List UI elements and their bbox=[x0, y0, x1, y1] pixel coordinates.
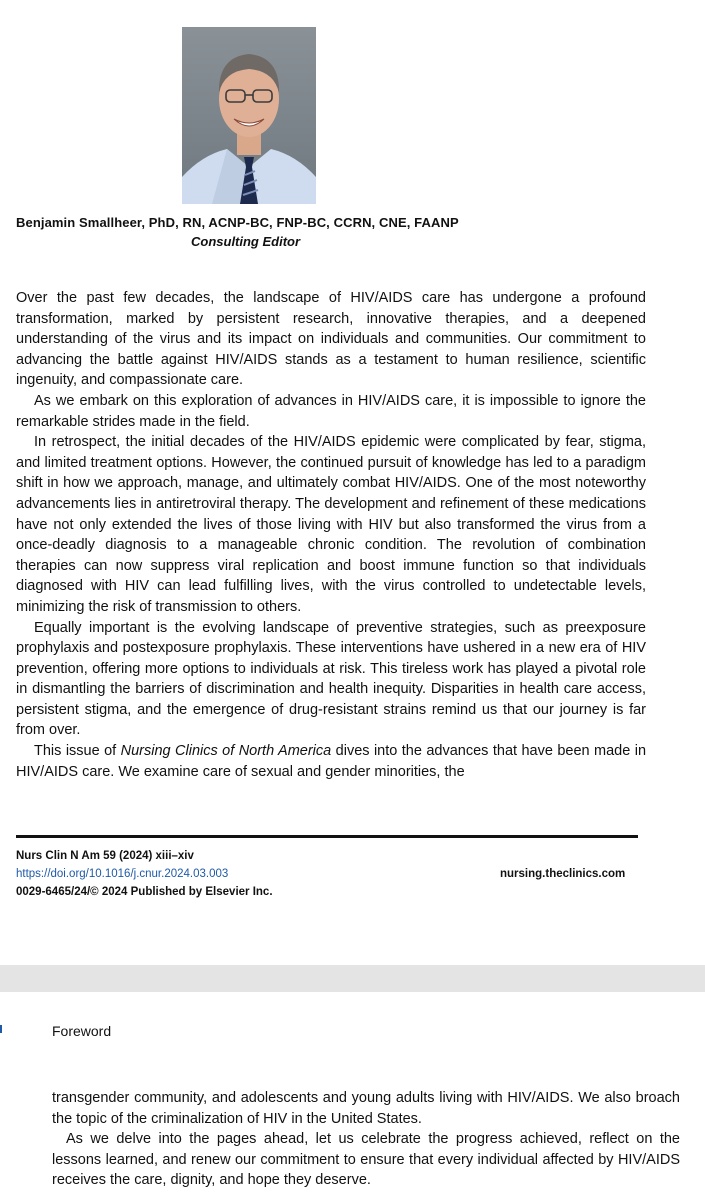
article-body-page1 bbox=[16, 288, 646, 782]
paragraph: transgender community, and adolescents and young adults living with HIV/AIDS. We also broach the topic of the criminalization of HIV in the United States. bbox=[52, 1090, 680, 1127]
paragraph: Over the past few decades, the landscape of HIV/AIDS care has undergone a profound transformation, marked by persistent research, innovative therapies, and a deepened understanding of the virus and its impact on individuals and communities. Our commitment to advancing the battle against HIV/AIDS stands as a testament to human resilience, scientific ingenuity, and compassionate care. bbox=[16, 290, 646, 389]
paragraph-last bbox=[16, 741, 646, 782]
copyright: 0029-6465/24/© 2024 Published by Elsevier Inc. bbox=[16, 886, 273, 898]
journal-title: Nursing Clinics of North America bbox=[120, 743, 332, 760]
paragraph: As we embark on this exploration of advances in HIV/AIDS care, it is impossible to ignore the remarkable strides made in the field. bbox=[16, 392, 646, 430]
journal-website: nursing.theclinics.com bbox=[500, 868, 626, 880]
margin-marker bbox=[0, 1025, 2, 1033]
page-separator bbox=[0, 965, 705, 992]
text-run: dives into the advances that have been made in HIV/AIDS care. We examine care of sexual and gender minorities, the bbox=[16, 743, 647, 780]
paragraph: As we delve into the pages ahead, let us celebrate the progress achieved, reflect on the lessons learned, and renew our commitment to ensure that every individual affected by HIV/AIDS receives the care, dignity, and hope they deserve. bbox=[52, 1131, 680, 1189]
citation: Nurs Clin N Am 59 (2024) xiii–xiv bbox=[16, 850, 194, 862]
author-photo bbox=[182, 27, 316, 204]
text-run: This issue of bbox=[34, 743, 121, 760]
doi-link[interactable]: https://doi.org/10.1016/j.cnur.2024.03.003 bbox=[16, 868, 229, 880]
article-body-page2 bbox=[52, 1088, 680, 1191]
running-head: Foreword bbox=[52, 1023, 112, 1039]
footer-divider bbox=[16, 835, 638, 838]
paragraph: In retrospect, the initial decades of the HIV/AIDS epidemic were complicated by fear, stigma, and limited treatment options. However, the continued pursuit of knowledge has led to a paradigm shift in how we approach, manage, and ultimately combat HIV/AIDS. One of the most noteworthy advancements lies in antiretroviral therapy. The development and refinement of these medications have not only extended the lives of those living with HIV but also transformed the virus from a once-deadly diagnosis to a manageable chronic condition. The revolution of combination therapies can now suppress viral replication and boost immune function so that individuals diagnosed with HIV can lead fulfilling lives, with the virus controlled to undetectable levels, minimizing the risk of transmission to others. bbox=[16, 434, 646, 615]
paragraph: Equally important is the evolving landscape of preventive strategies, such as preexposure prophylaxis and postexposure prophylaxis. These interventions have ushered in a new era of HIV prevention, offering more options to individuals at risk. This tireless work has played a pivotal role in dismantling the barriers of discrimination and health inequity. Disparities in health care access, persistent stigma, and the emergence of drug-resistant strains remind us that our journey is far from over. bbox=[16, 619, 646, 739]
author-name: Benjamin Smallheer, PhD, RN, ACNP-BC, FNP-BC, CCRN, CNE, FAANP bbox=[16, 215, 459, 230]
author-role: Consulting Editor bbox=[191, 234, 301, 249]
